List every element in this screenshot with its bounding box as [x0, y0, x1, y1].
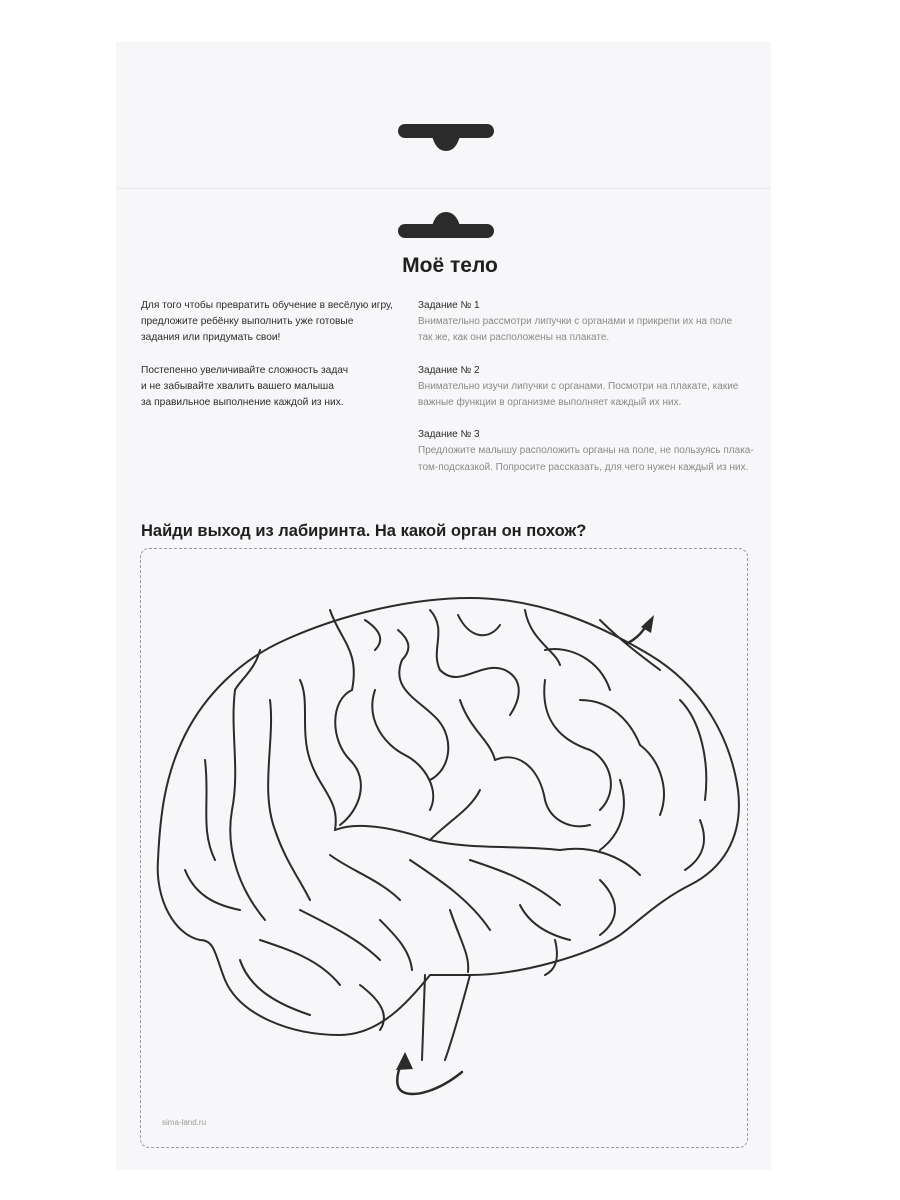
maze-wall: [398, 630, 448, 780]
maze-wall: [185, 870, 240, 910]
maze-wall: [335, 690, 361, 825]
maze-wall: [460, 700, 495, 760]
intro-line: Постепенно увеличивайте сложность задач: [141, 364, 349, 376]
task-line: важные функции в организме выполняет каждый их них.: [418, 397, 682, 409]
maze-wall: [430, 790, 480, 840]
maze-wall: [458, 615, 500, 635]
intro-line: за правильное выполнение каждой из них.: [141, 397, 344, 409]
maze-wall: [205, 760, 215, 860]
task-line: так же, как они расположены на плакате.: [418, 332, 610, 344]
maze-wall: [410, 860, 490, 930]
intro-line: задания или придумать свои!: [141, 332, 281, 344]
maze-wall: [300, 680, 336, 830]
task-line: Внимательно рассмотри липучки с органами и прикрепи их на поле: [418, 316, 733, 328]
page-title: Моё тело: [402, 254, 498, 277]
task-line: том-подсказкой. Попросите рассказать, для чего нужен каждый из них.: [418, 461, 749, 473]
maze-wall: [380, 920, 412, 970]
maze-wall: [600, 780, 624, 850]
intro-line: Для того чтобы превратить обучение в весёлую игру,: [141, 300, 393, 311]
maze-wall: [545, 940, 557, 975]
footer-site: sima-land.ru: [162, 1118, 207, 1127]
maze-wall: [335, 826, 560, 850]
maze-wall: [685, 820, 704, 870]
maze-wall: [300, 910, 380, 960]
maze-wall: [495, 757, 590, 826]
intro-line: предложите ребёнку выполнить уже готовые: [141, 316, 354, 328]
maze-wall: [470, 860, 560, 905]
maze-wall: [600, 880, 615, 935]
maze-stem-wall: [445, 975, 470, 1060]
maze-wall: [640, 745, 664, 815]
task-title: Задание № 3: [418, 429, 480, 441]
maze-wall: [580, 700, 640, 745]
task-line: Предложите малышу расположить органы на поле, не пользуясь плака-: [418, 445, 754, 457]
maze-wall: [450, 910, 468, 972]
task-title: Задание № 1: [418, 300, 480, 311]
task-line: Внимательно изучи липучки с органами. Посмотри на плакате, какие: [418, 380, 739, 392]
intro-line: и не забывайте хвалить вашего малыша: [141, 380, 334, 392]
maze-wall: [240, 960, 310, 1015]
maze-stem-wall: [422, 975, 425, 1060]
arrow-up-right-icon: [628, 615, 654, 643]
maze-wall: [268, 700, 310, 900]
maze-wall: [680, 700, 706, 800]
maze-wall: [330, 855, 400, 900]
maze-wall: [260, 940, 340, 985]
maze-wall: [230, 690, 265, 920]
maze-wall: [544, 680, 611, 810]
maze-wall: [560, 849, 640, 875]
maze-wall: [430, 610, 519, 715]
maze-wall: [520, 905, 570, 940]
maze-wall: [525, 610, 560, 665]
maze-heading: Найди выход из лабиринта. На какой орган он похож?: [141, 522, 587, 540]
maze-wall: [365, 620, 380, 650]
curved-arrow-up-icon: [396, 1052, 462, 1094]
task-title: Задание № 2: [418, 364, 480, 376]
